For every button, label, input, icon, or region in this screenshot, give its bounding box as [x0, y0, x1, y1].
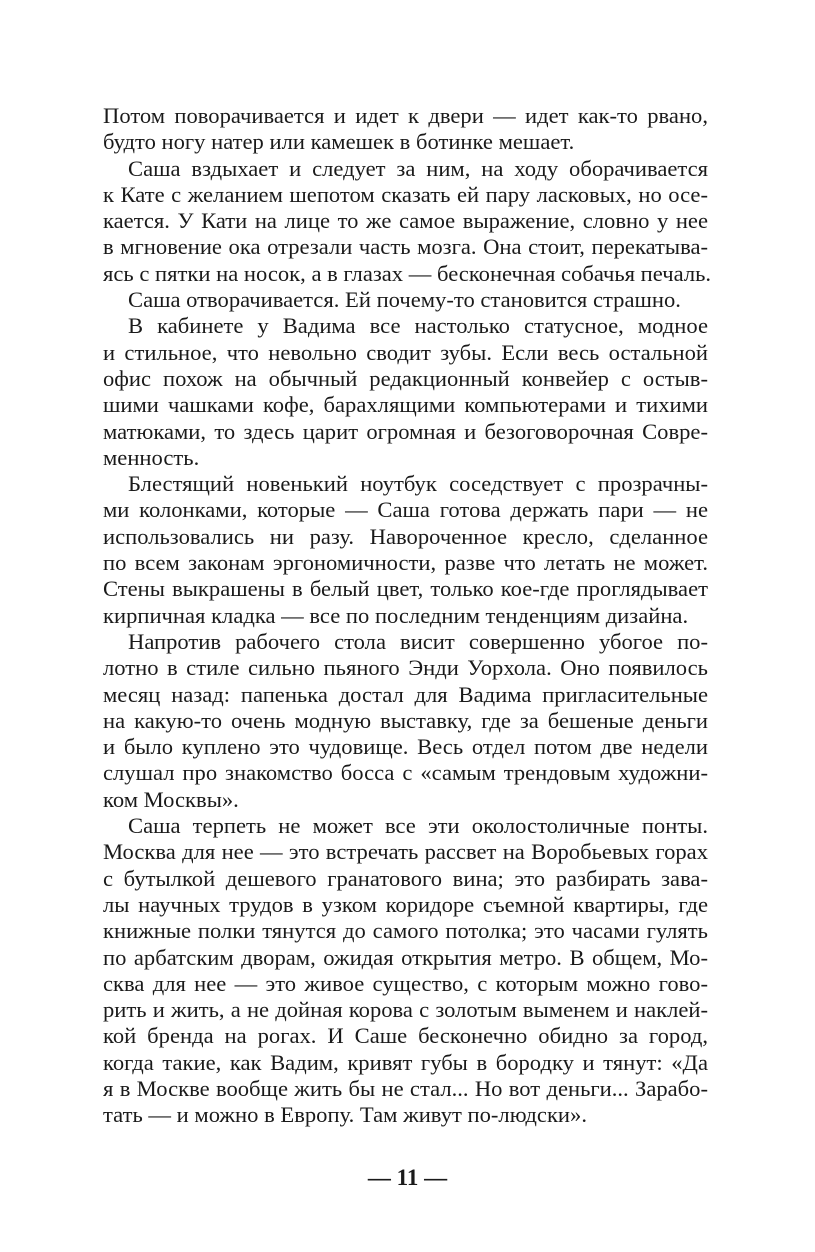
text-line: Блестящий новенький ноутбук соседствует с прозрачны- [128, 471, 708, 497]
text-line: офис похож на обычный редакционный конвейер с остыв- [103, 365, 708, 391]
text-line: на какую-то очень модную выставку, где за бешеные деньги [103, 707, 708, 733]
text-line: Саша отворачивается. Ей почему-то становится страшно. [128, 287, 681, 313]
page-number: — 11 — [367, 1165, 448, 1190]
text-line: Саша вздыхает и следует за ним, на ходу оборачивается [128, 155, 708, 181]
text-line: книжные полки тянутся до самого потолка; это часами гулять [103, 918, 708, 944]
paragraph [103, 287, 708, 313]
text-line: сква для нее — это живое существо, с которым можно гово- [103, 970, 708, 996]
page-text [103, 103, 712, 1129]
paragraph [103, 155, 712, 287]
text-line: ком Москвы». [103, 786, 239, 812]
text-line: менность. [103, 444, 200, 470]
text-line: к Кате с желанием шепотом сказать ей пару ласковых, но осе- [103, 181, 708, 207]
text-line: и было куплено это чудовище. Весь отдел потом две недели [103, 734, 708, 760]
paragraph [103, 813, 708, 1129]
text-line: Стены выкрашены в белый цвет, только кое-где проглядывает [103, 576, 708, 602]
text-line: В кабинете у Вадима все настолько статусное, модное [128, 313, 708, 339]
text-line: матюками, то здесь царит огромная и безоговорочная Совре- [103, 418, 708, 444]
text-line: по всем законам эргономичности, разве что летать не может. [103, 550, 708, 576]
text-line: месяц назад: папенька достал для Вадима пригласительные [103, 681, 708, 707]
text-line: кой бренда на рогах. И Саше бесконечно обидно за город, [103, 1023, 708, 1049]
text-line: рить и жить, а не дойная корова с золотым выменем и наклей- [103, 997, 708, 1023]
text-line: по арбатским дворам, ожидая открытия метро. В общем, Мо- [103, 944, 708, 970]
text-line: шими чашками кофе, барахлящими компьютерами и тихими [103, 392, 708, 418]
paragraph [103, 629, 708, 813]
text-line: Москва для нее — это встречать рассвет на Воробьевых горах [103, 839, 708, 865]
text-line: Саша терпеть не может все эти околостоличные понты. [128, 813, 708, 839]
text-line: будто ногу натер или камешек в ботинке мешает. [103, 129, 575, 155]
text-line: ми колонками, которые — Саша готова держать пари — не [103, 497, 708, 523]
text-line: когда такие, как Вадим, кривят губы в бородку и тянут: «Да [103, 1049, 708, 1075]
text-line: и стильное, что невольно сводит зубы. Если весь остальной [103, 339, 708, 365]
text-line: лы научных трудов в узком коридоре съемной квартиры, где [103, 891, 708, 917]
paragraph [103, 471, 708, 629]
text-line: ясь с пятки на носок, а в глазах — бесконечная собачья печаль. [103, 260, 712, 286]
text-line: использовались ни разу. Навороченное кресло, сделанное [103, 523, 708, 549]
text-line: Напротив рабочего стола висит совершенно убогое по- [128, 628, 708, 654]
text-line: слушал про знакомство босса с «самым трендовым художни- [103, 760, 708, 786]
paragraph [103, 103, 708, 156]
text-line: кается. У Кати на лице то же самое выражение, словно у нее [103, 208, 708, 234]
text-line: лотно в стиле сильно пьяного Энди Уорхола. Оно появилось [103, 655, 708, 681]
text-line: тать — и можно в Европу. Там живут по-людски». [103, 1102, 587, 1128]
text-line: я в Москве вообще жить бы не стал... Но вот деньги... Зарабо- [103, 1075, 708, 1101]
text-line: Потом поворачивается и идет к двери — идет как-то рвано, [103, 103, 708, 128]
paragraph [103, 313, 708, 471]
text-line: с бутылкой дешевого гранатового вина; это разбирать зава- [103, 865, 708, 891]
text-line: кирпичная кладка — все по последним тенденциям дизайна. [103, 602, 689, 628]
text-line: в мгновение ока отрезали часть мозга. Она стоит, перекатыва- [103, 234, 708, 260]
